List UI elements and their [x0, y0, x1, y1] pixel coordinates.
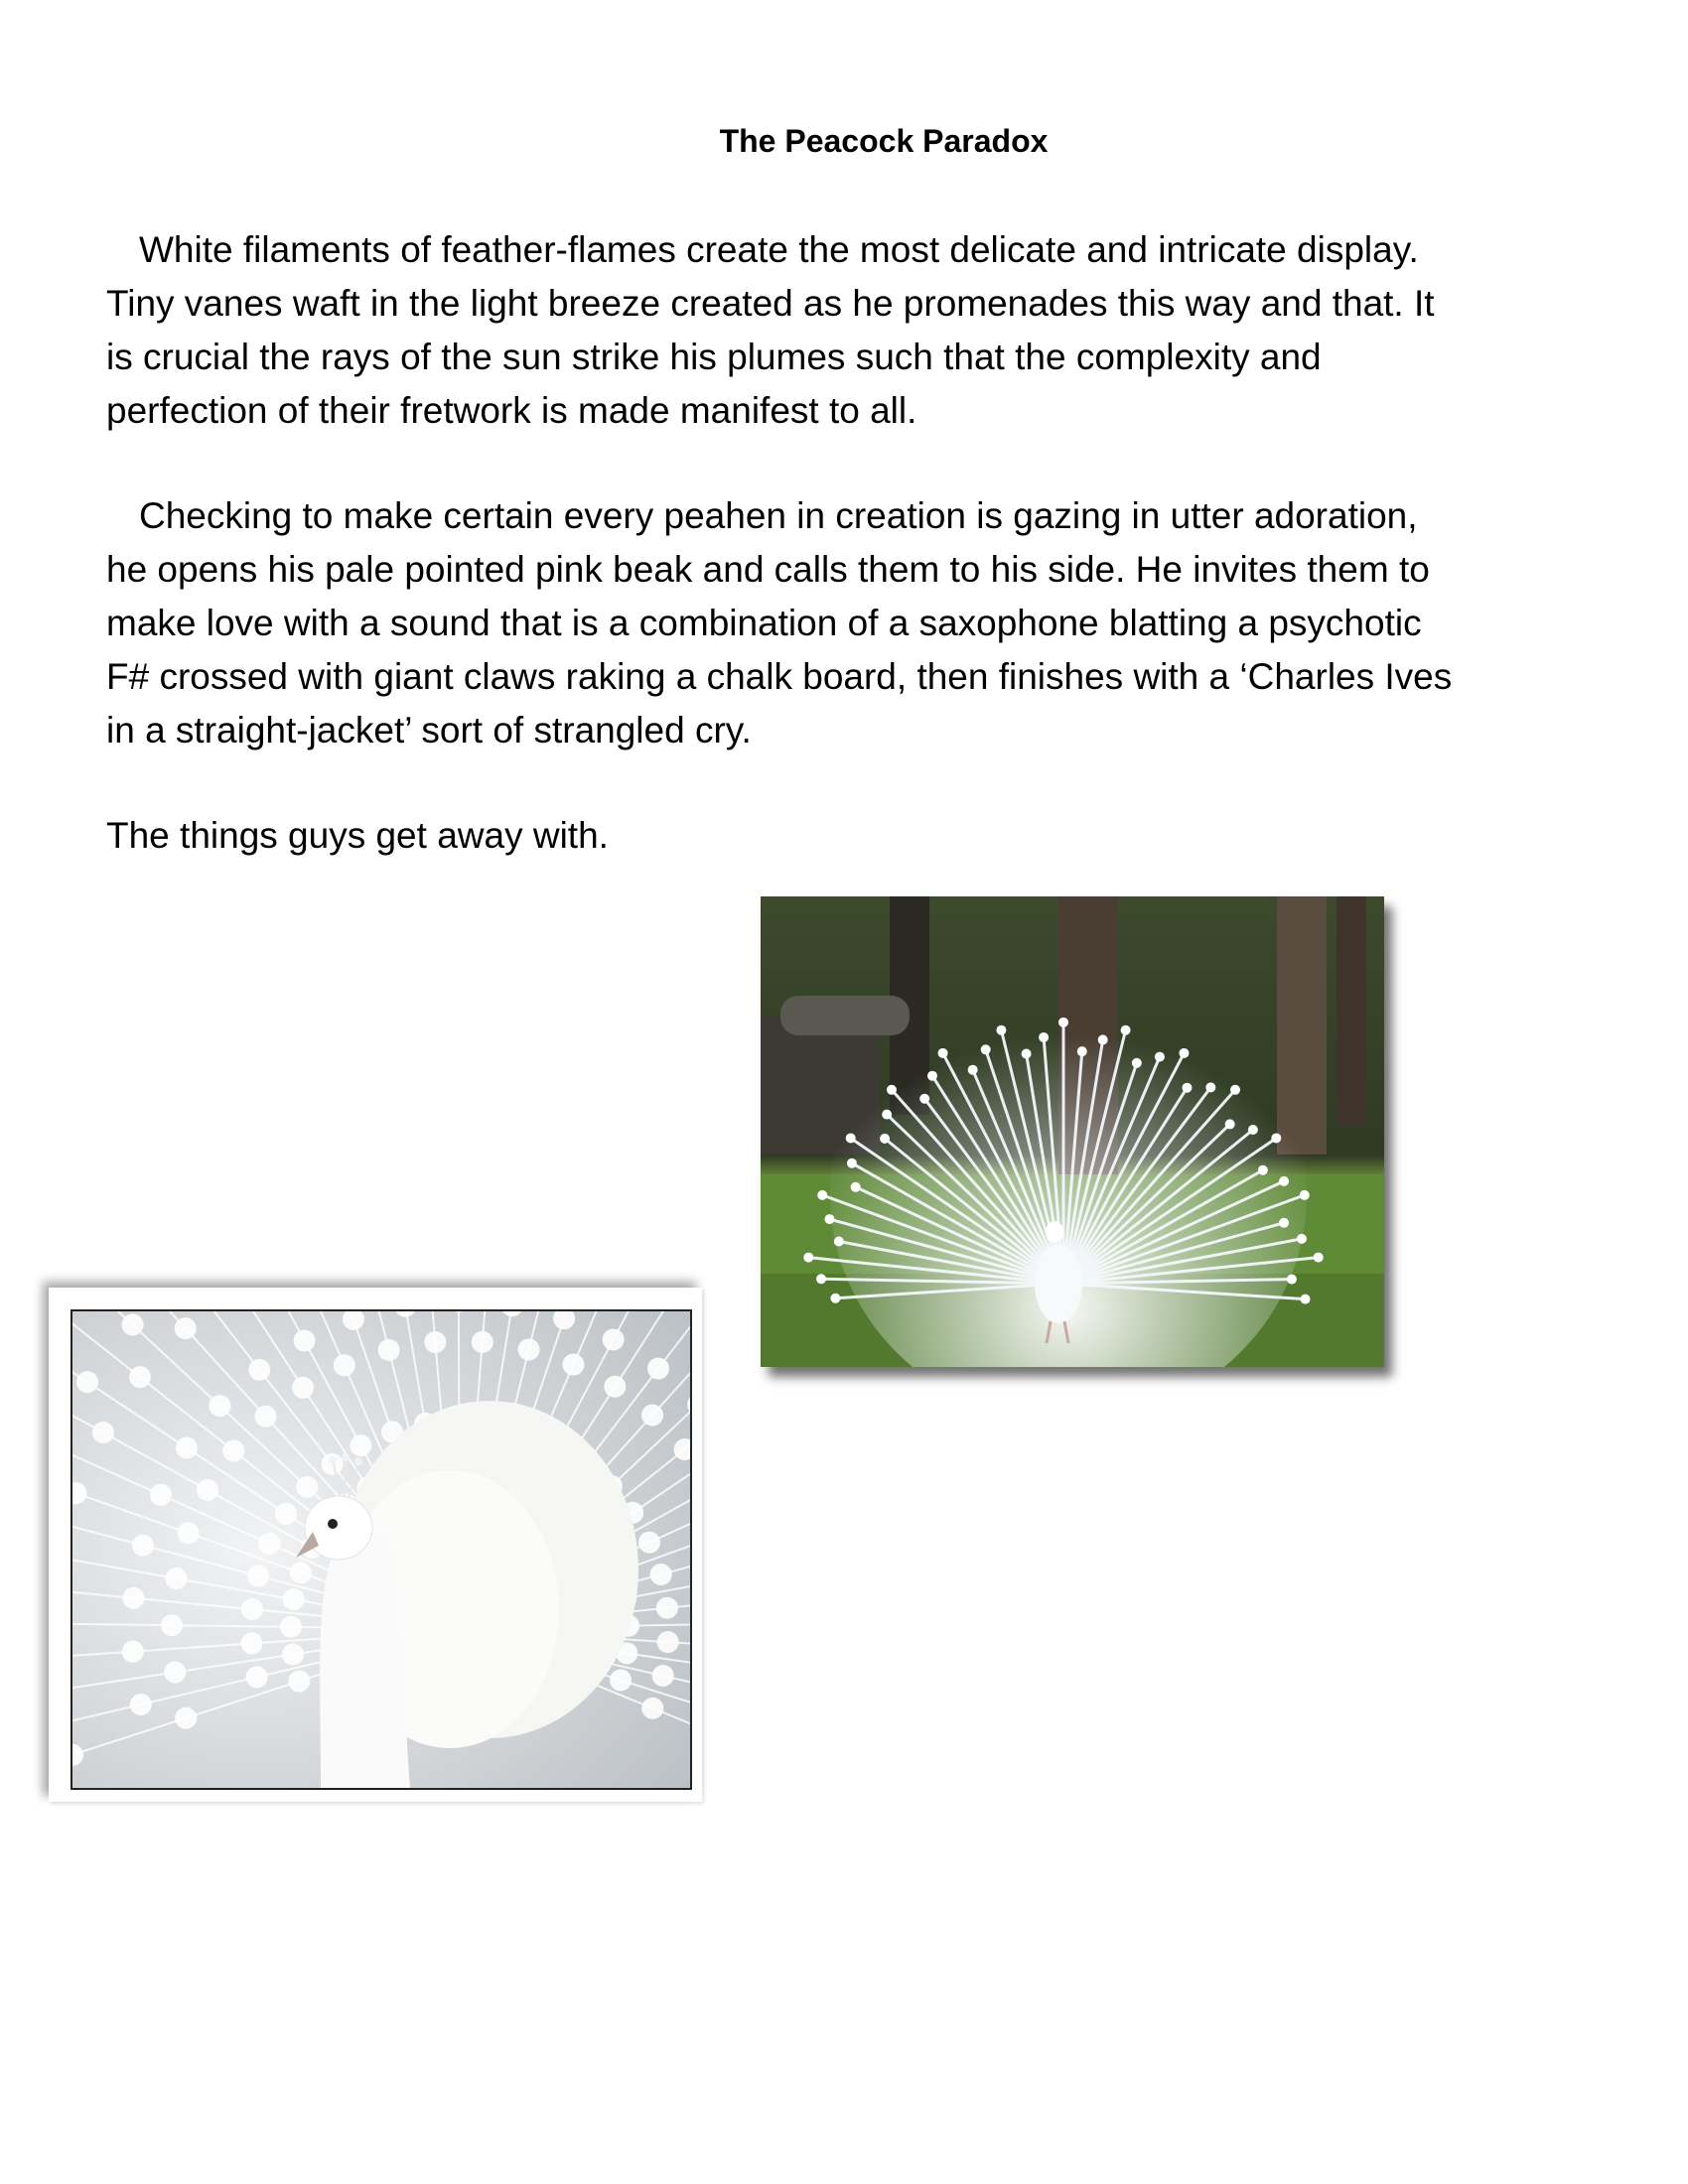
page-title: The Peacock Paradox [719, 123, 1049, 159]
peacock-closeup-illustration [72, 1311, 690, 1788]
paragraph-2-line: F# crossed with giant claws raking a chalk board, then finishes with a ‘Charles Ives [106, 656, 1453, 697]
paragraph-1-line: is crucial the rays of the sun strike his plumes such that the complexity and [106, 337, 1322, 377]
paragraph-2 [106, 489, 1616, 757]
paragraph-1-line: perfection of their fretwork is made manifest to all. [106, 390, 917, 431]
paragraph-2-line: he opens his pale pointed pink beak and calls them to his side. He invites them to [106, 549, 1430, 590]
paragraph-2-line: Checking to make certain every peahen in creation is gazing in utter adoration, [139, 495, 1418, 536]
peacock-lawn-photo [761, 896, 1384, 1367]
peacock-lawn-illustration [761, 896, 1384, 1367]
closing-line: The things guys get away with. [106, 815, 609, 856]
paragraph-1-line: White filaments of feather-flames create the most delicate and intricate display. [139, 229, 1419, 270]
paragraph-2-line: make love with a sound that is a combination of a saxophone blatting a psychotic [106, 603, 1422, 643]
peacock-closeup-frame [49, 1288, 702, 1802]
paragraph-1-line: Tiny vanes waft in the light breeze created as he promenades this way and that. It [106, 283, 1435, 324]
paragraph-2-line: in a straight-jacket’ sort of strangled cry. [106, 710, 752, 751]
peacock-closeup-photo [70, 1309, 692, 1790]
paragraph-1 [106, 223, 1616, 438]
